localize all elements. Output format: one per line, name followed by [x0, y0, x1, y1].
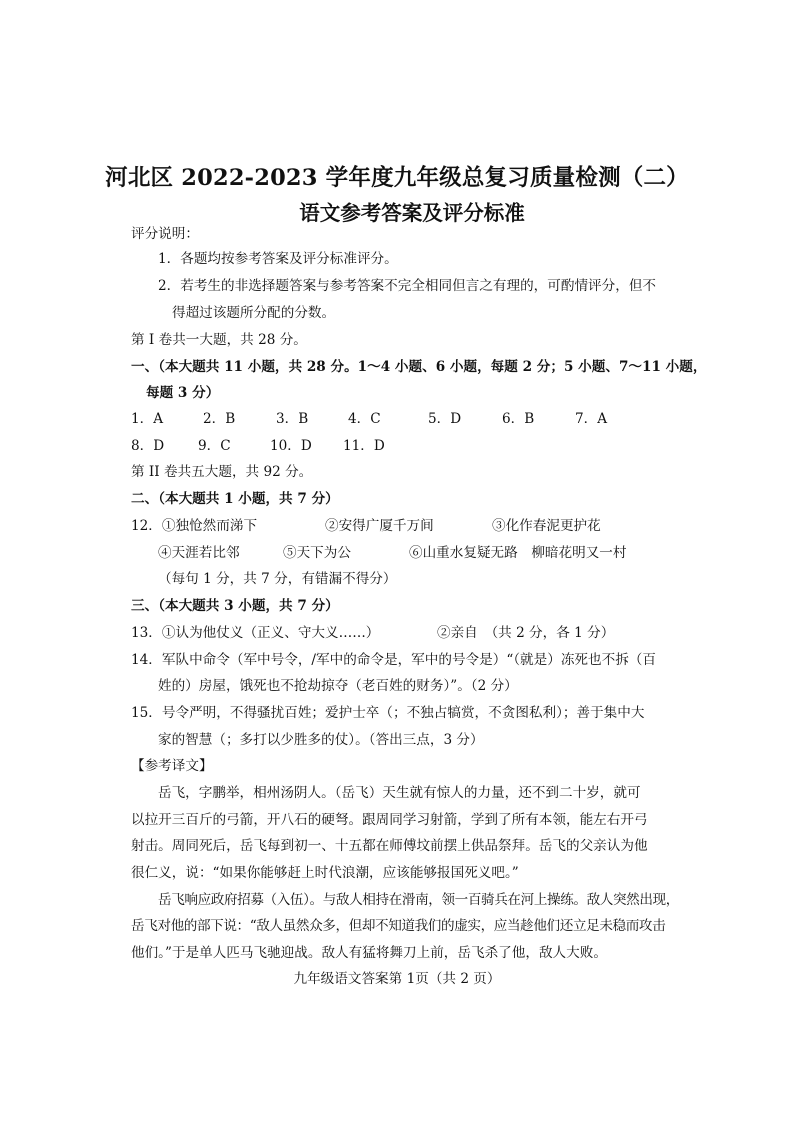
mc-answer: 7．A: [575, 411, 608, 427]
translation-heading: 【参考译文】: [131, 758, 213, 774]
translation-line: 很仁义，说：“如果你能够赶上时代浪潮，应该能够报国死义吧。”: [131, 865, 519, 881]
mc-answer: 2．B: [203, 411, 236, 427]
volume1-heading: 第 I 卷共一大题，共 28 分。: [131, 332, 307, 348]
translation-line: 岳飞对他的部下说：“敌人虽然众多，但却不知道我们的虚实，应当趁他们还立足未稳而攻击: [131, 918, 666, 934]
mc-answer: 6．B: [502, 411, 535, 427]
scoring-heading: 评分说明：: [131, 226, 199, 242]
mc-answer: 11．D: [343, 438, 385, 454]
q15-answer-cont: 家的智慧（；多打以少胜多的仗）。（答出三点，3 分）: [158, 732, 484, 748]
mc-answer: 4．C: [348, 411, 381, 427]
mc-answer: 9．C: [198, 438, 231, 454]
q12-answer: ⑤天下为公: [283, 545, 351, 561]
scoring-item: 1．各题均按参考答案及评分标准评分。: [158, 251, 398, 267]
q12-answer: ②安得广厦千万间: [325, 518, 434, 534]
q12-answer: 12．①独怆然而涕下: [131, 518, 258, 534]
mc-answer: 10．D: [270, 438, 312, 454]
q13-answer: ②亲自 （共 2 分，各 1 分）: [437, 625, 615, 641]
mc-answer: 1．A: [131, 411, 164, 427]
q14-answer-cont: 姓的）房屋，饿死也不抢劫掠夺（老百姓的财务）”。（2 分）: [158, 678, 518, 694]
translation-line: 岳飞，字鹏举，相州汤阴人。（岳飞）天生就有惊人的力量，还不到二十岁，就可: [158, 785, 641, 801]
section1-heading-cont: 每题 3 分）: [146, 385, 220, 401]
scoring-item: 2．若考生的非选择题答案与参考答案不完全相同但言之有理的，可酌情评分，但不: [158, 278, 657, 294]
mc-answer: 8．D: [131, 438, 165, 454]
q15-answer: 15．号令严明，不得骚扰百姓；爱护士卒（；不独占犒赏，不贪图私利）；善于集中大: [131, 705, 645, 721]
q12-answer: ⑥山重水复疑无路 柳暗花明又一村: [409, 545, 627, 561]
translation-line: 岳飞响应政府招募（入伍）。与敌人相持在滑南，领一百骑兵在河上操练。敌人突然出现，: [158, 892, 679, 908]
q12-answer: ③化作春泥更护花: [492, 518, 601, 534]
section2-heading: 二、（本大题共 1 小题，共 7 分）: [131, 491, 339, 507]
section3-heading: 三、（本大题共 3 小题，共 7 分）: [131, 598, 339, 614]
q12-scoring-note: （每句 1 分，共 7 分，有错漏不得分）: [158, 571, 397, 587]
section1-heading: 一、（本大题共 11 小题，共 28 分。1～4 小题、6 小题，每题 2 分；5 小题、7～11 小题，: [131, 359, 707, 375]
mc-answer: 5．D: [428, 411, 462, 427]
page-footer: 九年级语文答案第 1页（共 2 页）: [293, 971, 501, 987]
q12-answer: ④天涯若比邻: [158, 545, 240, 561]
scoring-item: 得超过该题所分配的分数。: [172, 305, 336, 321]
document-title: 河北区 2022-2023 学年度九年级总复习质量检测（二）: [105, 165, 689, 191]
translation-line: 以拉开三百斤的弓箭，开八石的硬弩。跟周同学习射箭，学到了所有本领，能左右开弓: [131, 812, 648, 828]
translation-line: 他们。”于是单人匹马飞驰迎战。敌人有猛将舞刀上前，岳飞杀了他，敌人大败。: [131, 945, 607, 961]
q14-answer: 14．军队中命令（军中号令，/军中的命令是，军中的号令是）“（就是）冻死也不拆（百: [131, 652, 656, 668]
volume2-heading: 第 II 卷共五大题，共 92 分。: [131, 464, 313, 480]
mc-answer: 3．B: [276, 411, 309, 427]
document-subtitle: 语文参考答案及评分标准: [299, 201, 525, 225]
q13-answer: 13．①认为他仗义（正义、守大义……）: [131, 625, 380, 641]
translation-line: 射击。周同死后，岳飞每到初一、十五都在师傅坟前摆上供品祭拜。岳飞的父亲认为他: [131, 838, 648, 854]
